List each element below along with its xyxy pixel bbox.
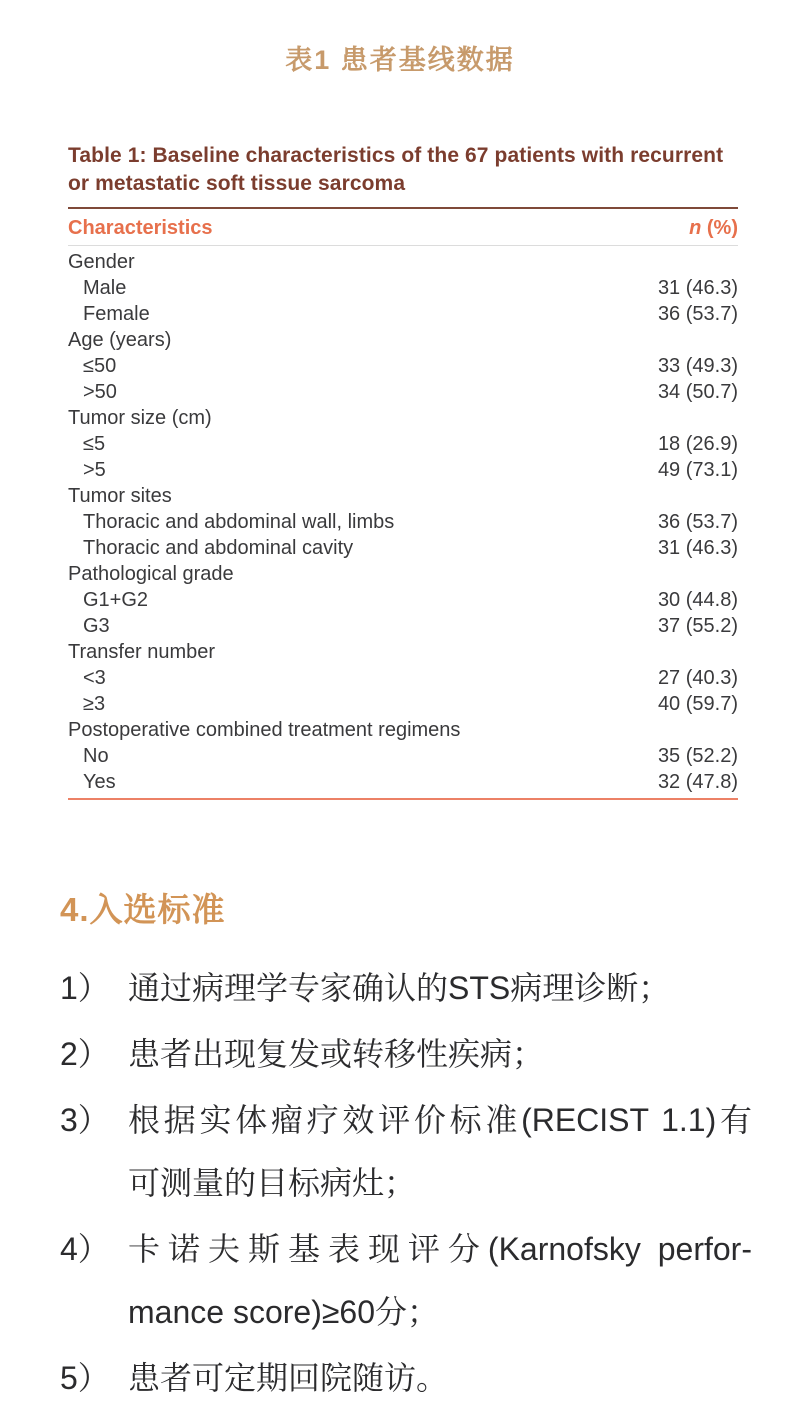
list-item-line: 通过病理学专家确认的STS病理诊断； — [128, 970, 671, 1006]
row-value: 35 (52.2) — [657, 744, 738, 767]
row-label: Age (years) — [68, 328, 172, 351]
row-label: No — [83, 744, 109, 767]
table-row — [68, 509, 738, 535]
row-label: ≤5 — [83, 432, 106, 455]
row-label: >50 — [83, 380, 117, 403]
list-item-text — [128, 1347, 752, 1410]
row-value: 40 (59.7) — [657, 692, 738, 715]
row-value: 31 (46.3) — [657, 276, 738, 299]
table-row-group — [68, 561, 738, 587]
row-value: 32 (47.8) — [657, 770, 738, 793]
table-row — [68, 691, 738, 717]
row-value: 33 (49.3) — [657, 354, 738, 377]
row-label: >5 — [83, 458, 106, 481]
row-label: Female — [83, 302, 150, 325]
n-symbol: n — [689, 217, 702, 240]
table-row — [68, 769, 738, 795]
row-label: Yes — [83, 770, 116, 793]
list-item — [60, 1218, 752, 1344]
row-value: 36 (53.7) — [657, 302, 738, 325]
table-bottom-rule — [68, 798, 738, 800]
list-item-text — [128, 1218, 752, 1344]
table-row — [68, 379, 738, 405]
table-row — [68, 275, 738, 301]
row-label: Transfer number — [68, 640, 216, 663]
row-label: ≤50 — [83, 354, 117, 377]
row-value: 37 (55.2) — [657, 614, 738, 637]
list-item-number: 1） — [60, 970, 110, 1006]
row-value: 30 (44.8) — [657, 588, 738, 611]
row-label: Gender — [68, 250, 135, 273]
row-label: G1+G2 — [83, 588, 149, 611]
inclusion-criteria-list — [60, 957, 752, 1413]
table-row — [68, 353, 738, 379]
table-caption: Table 1: Baseline characteristics of the 67 patients with recurrent or metastatic soft tissue sarcoma — [68, 144, 724, 195]
row-label: Thoracic and abdominal cavity — [83, 536, 354, 559]
table-row — [68, 743, 738, 769]
section-heading-inclusion-criteria: 4.入选标准 — [60, 891, 226, 928]
row-label: Male — [83, 276, 127, 299]
row-value: 34 (50.7) — [657, 380, 738, 403]
table-row — [68, 613, 738, 639]
row-value: 36 (53.7) — [657, 510, 738, 533]
table-row — [68, 535, 738, 561]
row-label: <3 — [83, 666, 106, 689]
row-value: 31 (46.3) — [657, 536, 738, 559]
list-item-line: mance score)≥60分； — [128, 1294, 440, 1330]
pct-symbol: (%) — [701, 217, 738, 240]
list-item — [60, 957, 752, 1020]
table-row-group — [68, 249, 738, 275]
table-row-group — [68, 639, 738, 665]
table-row — [68, 665, 738, 691]
list-item-text — [128, 1089, 752, 1215]
row-label: Thoracic and abdominal wall, limbs — [83, 510, 395, 533]
table-row-group — [68, 483, 738, 509]
table-row — [68, 431, 738, 457]
column-header-n-pct — [689, 217, 738, 240]
row-label: Pathological grade — [68, 562, 234, 585]
row-value: 27 (40.3) — [657, 666, 738, 689]
table-row-group — [68, 405, 738, 431]
list-item-number: 3） — [60, 1102, 110, 1138]
list-item-number: 5） — [60, 1360, 110, 1396]
table-row — [68, 587, 738, 613]
table-row-group — [68, 717, 738, 743]
table-row — [68, 301, 738, 327]
table-row-group — [68, 327, 738, 353]
row-value: 49 (73.1) — [657, 458, 738, 481]
table-row — [68, 457, 738, 483]
row-label: ≥3 — [83, 692, 106, 715]
list-item-text — [128, 1023, 752, 1086]
list-item-number: 2） — [60, 1036, 110, 1072]
table-body — [68, 246, 738, 795]
baseline-table — [68, 142, 738, 800]
list-item-line: 根据实体瘤疗效评价标准(RECIST 1.1)有 — [128, 1102, 752, 1138]
list-item-line: 患者出现复发或转移性疾病； — [128, 1036, 545, 1072]
row-label: Tumor sites — [68, 484, 172, 507]
list-item-text — [128, 957, 752, 1020]
table-header-row — [68, 209, 738, 246]
list-item — [60, 1023, 752, 1086]
list-item — [60, 1089, 752, 1215]
list-item-line: 患者可定期回院随访。 — [128, 1360, 449, 1396]
list-item-line: 可测量的目标病灶； — [128, 1165, 417, 1201]
list-item — [60, 1347, 752, 1410]
list-item-number: 4） — [60, 1231, 110, 1267]
row-value: 18 (26.9) — [657, 432, 738, 455]
row-label: G3 — [83, 614, 110, 637]
page-title-zh: 表1 患者基线数据 — [285, 45, 515, 75]
row-label: Postoperative combined treatment regimens — [68, 718, 461, 741]
list-item-line: 卡诺夫斯基表现评分(Karnofsky perfor- — [128, 1231, 752, 1267]
row-label: Tumor size (cm) — [68, 406, 212, 429]
column-header-characteristics: Characteristics — [68, 217, 213, 240]
